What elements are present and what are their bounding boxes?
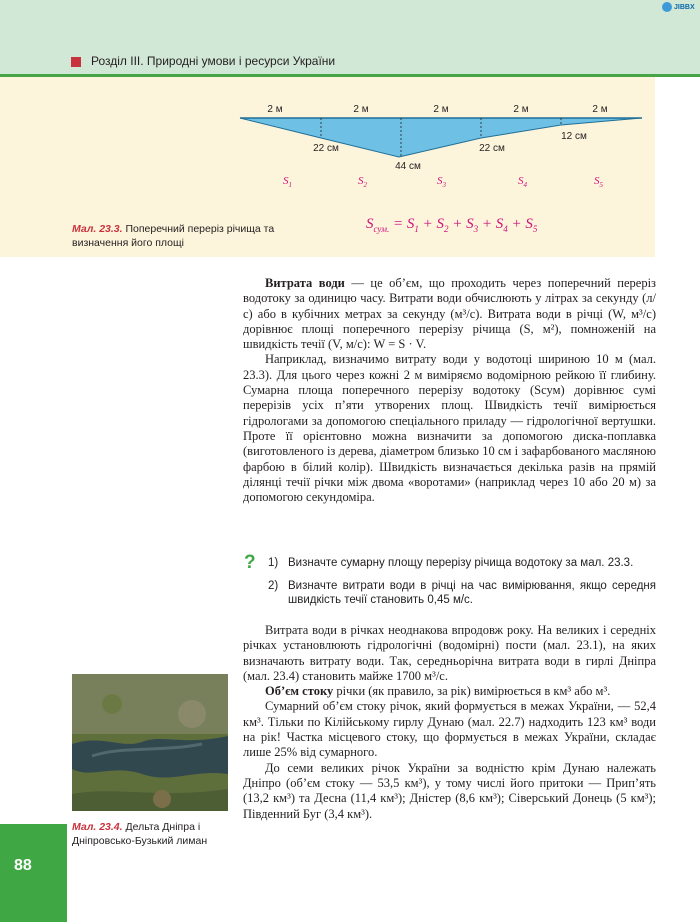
paragraph: Об’єм стоку річки (як правило, за рік) вимірюється в км³ або м³. bbox=[265, 684, 611, 699]
paragraph: До семи великих річок України за водністю крім Дунаю належать Дніпро (об’єм стоку — 53,5 км³), у тому числі його притоки — Прип’ять (13,2 км³) та Десна (11,4 км³); Дністер (8,6 км³); Сіверський Донець (5 км³); Південний Буг (3,4 км³). bbox=[243, 760, 656, 821]
width-label: 2 м bbox=[433, 104, 449, 115]
segment-label: $S_4$ bbox=[518, 175, 527, 189]
figure-23-4-caption bbox=[72, 820, 242, 848]
width-label: 2 м bbox=[592, 104, 608, 115]
page-number: 88 bbox=[14, 857, 32, 874]
paragraph: Сумарний об’єм стоку річок, який формується в межах України, — 52,4 км³. Тільки по Кілійському гирлу Дунаю (мал. 22.7) надходить 123 км³ води на рік! Частка місцевого стоку, що формується в межах України, складає лише 25% від сумарного. bbox=[243, 699, 656, 760]
question-icon: ? bbox=[244, 552, 256, 573]
questions-list bbox=[268, 556, 656, 616]
depth-label: 12 см bbox=[561, 131, 587, 142]
section-title: Розділ ІІІ. Природні умови і ресурси України bbox=[91, 54, 336, 68]
question-item: 2) Визначте витрати води в річці на час вимірювання, якщо середня швидкість течії становить 0,45 м/с. bbox=[268, 579, 656, 606]
figure-label: Мал. 23.3. bbox=[72, 223, 123, 235]
figure-caption-text: Дельта Дніпра і Дніпровсько-Бузький лиман bbox=[72, 821, 208, 847]
publisher-logo bbox=[662, 2, 695, 12]
main-text-block-1 bbox=[243, 276, 656, 505]
figure-caption-text: Поперечний переріз річища та визначення його площі bbox=[72, 223, 275, 249]
area-sum-formula: $S_{сум.} = S_1 + S_2 + S_3 + S_4 + S_5$ bbox=[366, 216, 538, 234]
width-label: 2 м bbox=[267, 104, 283, 115]
paragraph: Витрата води — це об’єм, що проходить через поперечний переріз водотоку за одиницю часу. Витрати води обчислюють у літрах за секунду (л/с) або в кубічних метрах за секунду (м³/с). Витрата води в річці (W, м³/с) дорівнює площі поперечного перерізу річища (S, м²), помноженій на швидкість течії (V, м/с): W = S · V. bbox=[243, 276, 656, 352]
depth-label: 22 см bbox=[313, 143, 339, 154]
logo-mark-icon bbox=[662, 2, 672, 12]
segment-label: $S_5$ bbox=[594, 175, 603, 189]
question-item: 1) Визначте сумарну площу перерізу річища водотоку за мал. 23.3. bbox=[268, 557, 634, 569]
segment-label: $S_2$ bbox=[358, 175, 367, 189]
segment-label: $S_3$ bbox=[437, 175, 446, 189]
width-label: 2 м bbox=[513, 104, 529, 115]
figure-23-3-caption bbox=[72, 222, 287, 250]
depth-label: 44 см bbox=[395, 161, 421, 172]
width-label: 2 м bbox=[353, 104, 369, 115]
paragraph: Наприклад, визначимо витрату води у водотоці шириною 10 м (мал. 23.3). Для цього через кожні 2 м виміряємо водомірною рейкою її глибину. Сумарна площа поперечного перерізу водотоку (Sсум) дорівнює сумі перерізів усіх п’яти утворених площ. Швидкість течії вимірюється гідрологами за допомогою спеціального приладу — гідрологічної вертушки. Проте її орієнтовно можна визначити за допомогою диска-поплавка (виготовленого із дерева, діаметром близько 10 см і зафарбованого масляною фарбою в білий колір). Швидкість визначається декілька разів на прямій ділянці течії річки між двома «воротами» (наприклад через 10 або 20 м) за допомогою секундоміра. bbox=[243, 352, 656, 505]
figure-label: Мал. 23.4. bbox=[72, 821, 123, 833]
segment-label: $S_1$ bbox=[283, 175, 292, 189]
logo-text: JIBBX bbox=[674, 3, 695, 11]
river-cross-section-diagram bbox=[0, 77, 655, 207]
page-corner bbox=[0, 824, 67, 922]
term: Витрата води bbox=[265, 276, 345, 290]
main-text-block-2 bbox=[243, 623, 656, 822]
dnipro-delta-satellite-image bbox=[72, 674, 228, 811]
depth-label: 22 см bbox=[479, 143, 505, 154]
paragraph: Витрата води в річках неоднакова впродовж року. На великих і середніх річках установлюють гідрологічні (водомірні) пости (мал. 23.1), на яких визначають витрату води. Так, середньорічна витрата води в гирлі Дніпра (мал. 23.4) становить майже 1700 м³/с. bbox=[243, 623, 656, 683]
term: Об’єм стоку bbox=[265, 684, 334, 699]
section-marker-icon bbox=[71, 57, 81, 67]
